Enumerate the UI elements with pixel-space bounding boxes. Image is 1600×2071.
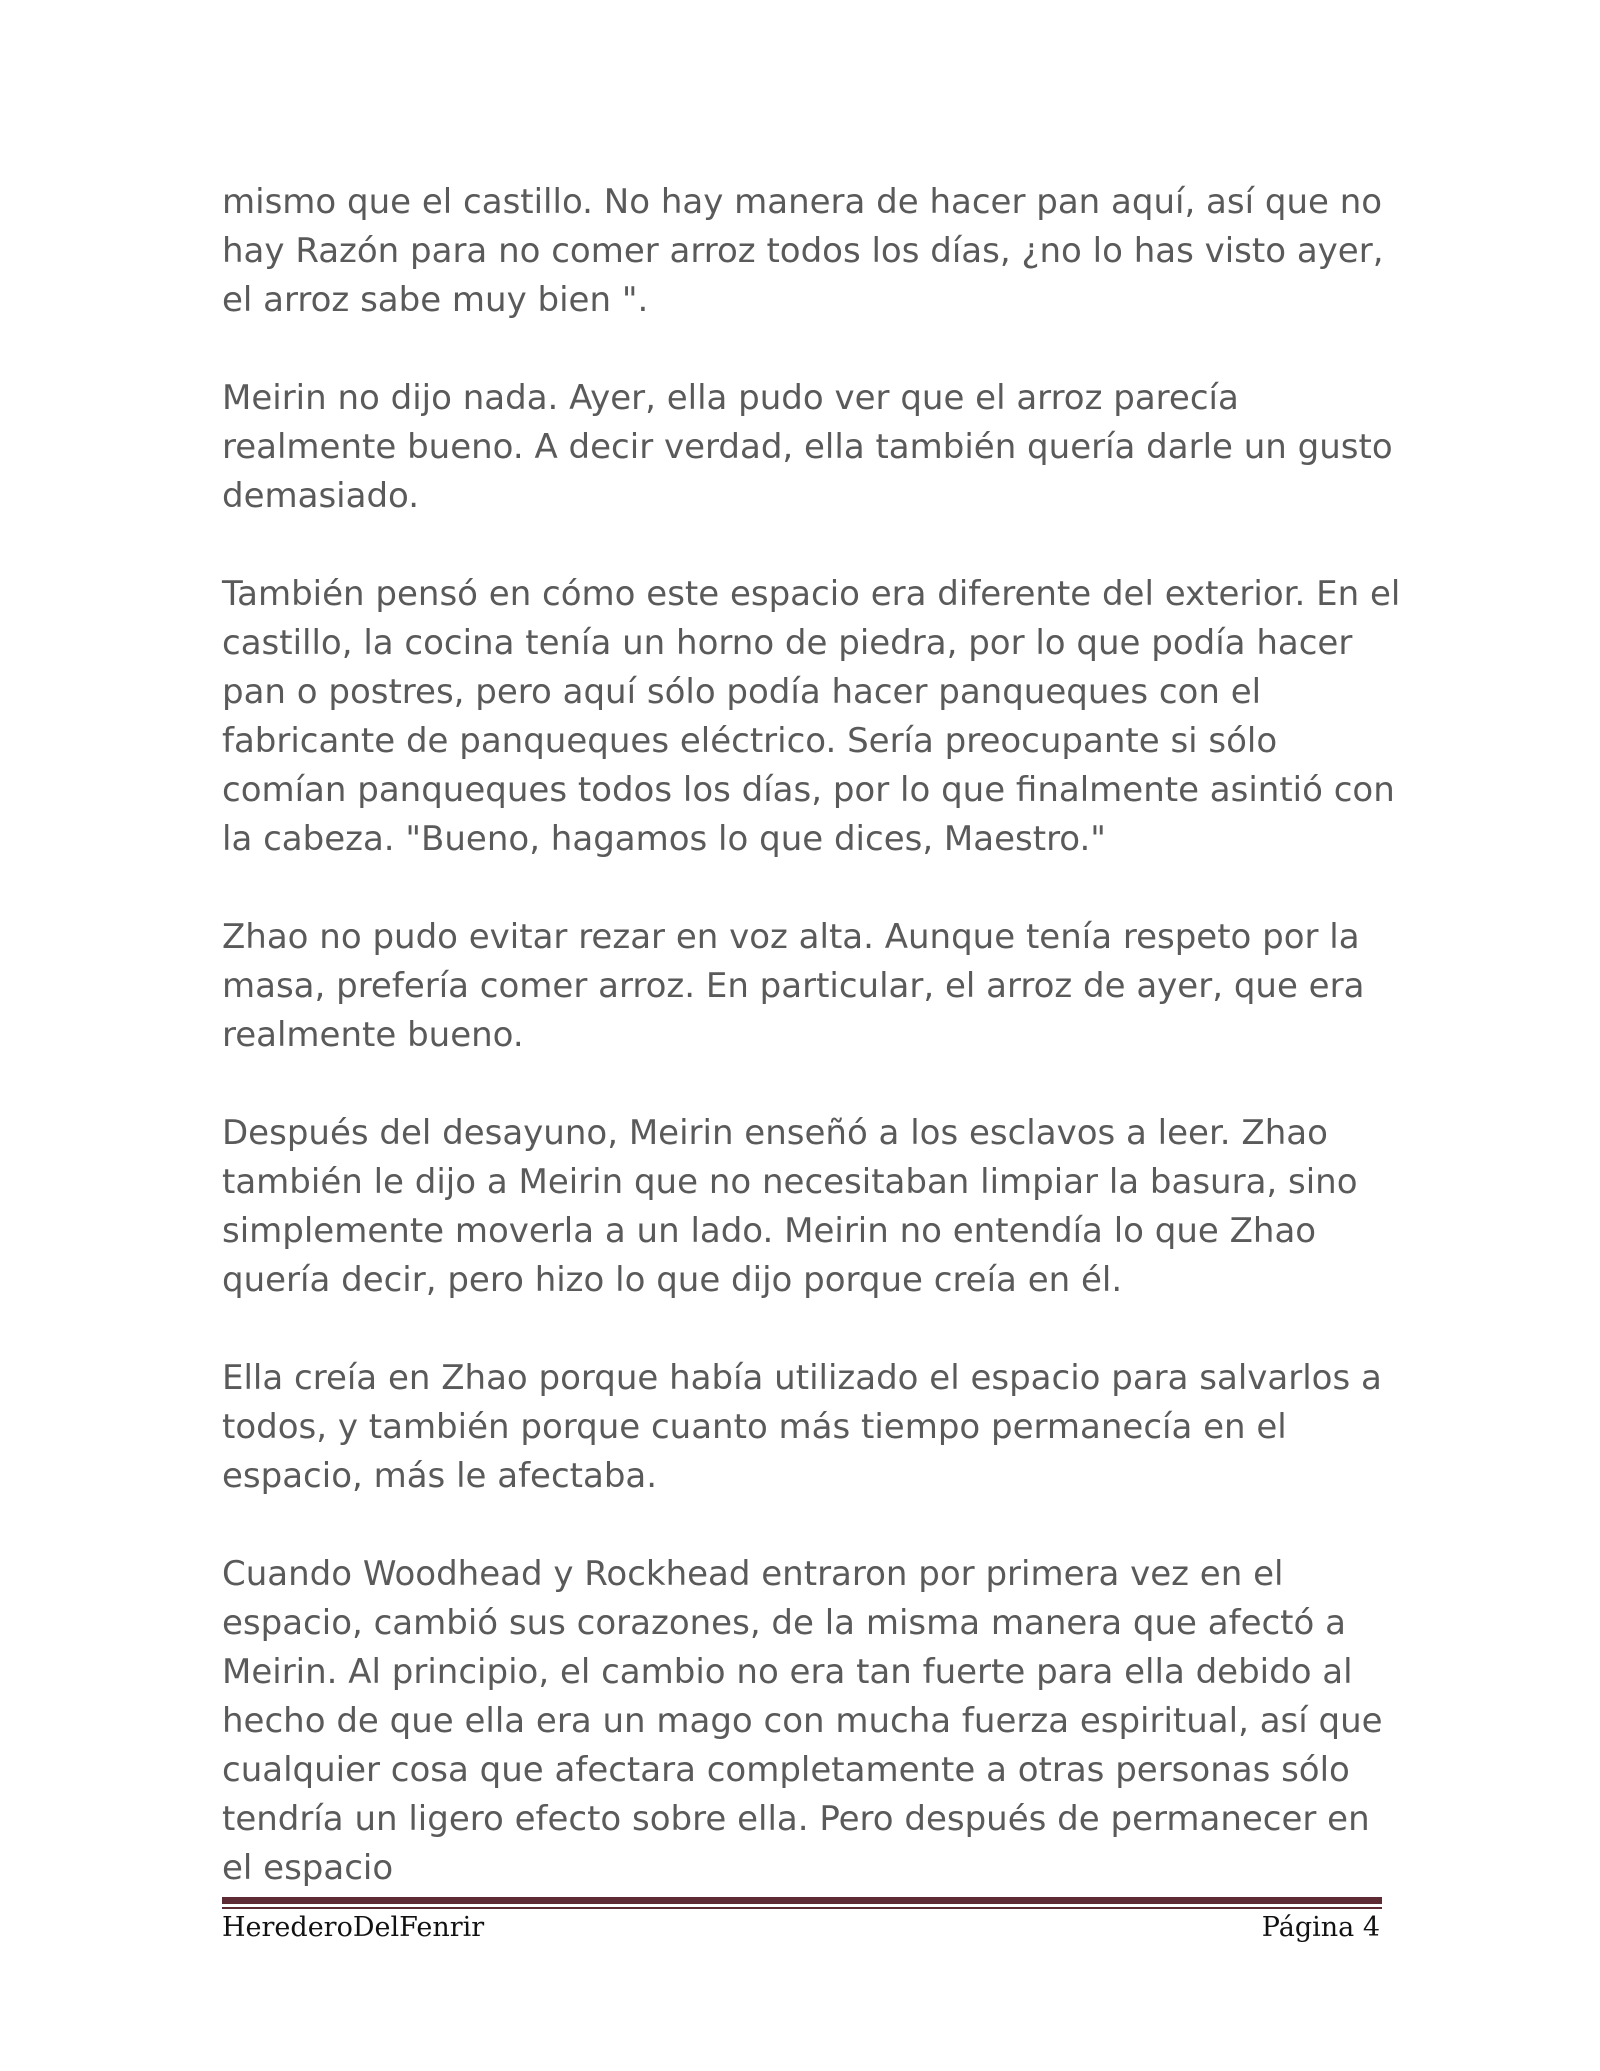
paragraph: mismo que el castillo. No hay manera de hacer pan aquí, así que no hay Razón para no comer arroz todos los días, ¿no lo has visto ayer, el arroz sabe muy bien ". — [222, 182, 1384, 320]
paragraph: Después del desayuno, Meirin enseñó a los esclavos a leer. Zhao también le dijo a Meirin que no necesitaban limpiar la basura, sino simplemente moverla a un lado. Meirin no entendía lo que Zhao quería decir, pero hizo lo que dijo porque creía en él. — [222, 1113, 1358, 1300]
paragraph: Ella creía en Zhao porque había utilizado el espacio para salvarlos a todos, y también porque cuanto más tiempo permanecía en el espacio, más le afectaba. — [222, 1358, 1382, 1496]
paragraph: Cuando Woodhead y Rockhead entraron por primera vez en el espacio, cambió sus corazones, de la misma manera que afectó a Meirin. Al principio, el cambio no era tan fuerte para ella debido al hecho de que ella era un mago con mucha fuerza espiritual, así que cualquier cosa que afectara completamente a otras personas sólo tendría un ligero efecto sobre ella. Pero después de permanecer en el espacio — [222, 1554, 1383, 1888]
paragraph: Zhao no pudo evitar rezar en voz alta. Aunque tenía respeto por la masa, prefería comer arroz. En particular, el arroz de ayer, que era realmente bueno. — [222, 917, 1365, 1055]
footer-divider — [222, 1897, 1382, 1904]
footer-page-number: Página 4 — [1261, 1912, 1380, 1943]
footer-author: HerederoDelFenrir — [222, 1912, 485, 1943]
body-text — [222, 178, 1402, 1942]
footer-divider-thin — [222, 1907, 1382, 1909]
paragraph: También pensó en cómo este espacio era diferente del exterior. En el castillo, la cocina tenía un horno de piedra, por lo que podía hacer pan o postres, pero aquí sólo podía hacer panqueques con el fabricante de panqueques eléctrico. Sería preocupante si sólo comían panqueques todos los días, por lo que finalmente asintió con la cabeza. "Bueno, hagamos lo que dices, Maestro." — [222, 574, 1401, 859]
paragraph: Meirin no dijo nada. Ayer, ella pudo ver que el arroz parecía realmente bueno. A decir verdad, ella también quería darle un gusto demasiado. — [222, 378, 1393, 516]
